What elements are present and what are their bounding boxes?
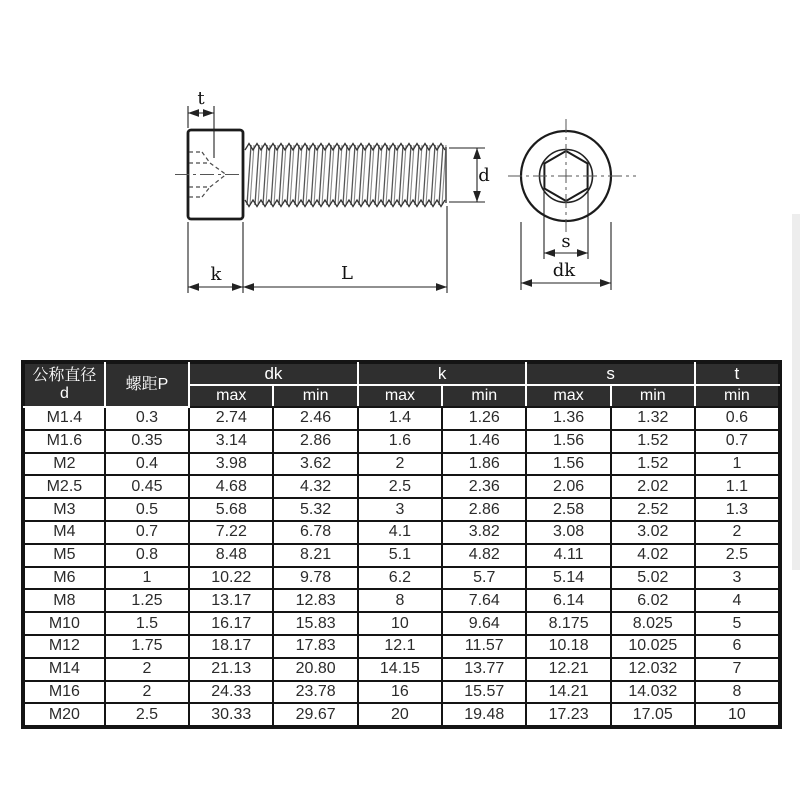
value-cell: 1.26 [442,407,526,430]
header-nominal-diameter [24,363,105,407]
header-group-k: k [358,363,527,385]
thread-shaft [245,144,446,207]
value-cell: 3.98 [189,453,273,476]
header-pitch: 螺距P [105,363,189,407]
value-cell: 1.6 [358,430,442,453]
header-group-s: s [526,363,694,385]
value-cell: 6.78 [273,521,357,544]
value-cell: 12.032 [611,658,695,681]
value-cell: 2 [105,681,189,704]
value-cell: 14.15 [358,658,442,681]
value-cell: 3.62 [273,453,357,476]
value-cell: 10 [695,703,779,726]
value-cell: 9.64 [442,612,526,635]
value-cell: 4.1 [358,521,442,544]
table-row [24,703,779,726]
value-cell: 10.18 [526,635,610,658]
size-cell: M5 [24,544,105,567]
size-cell: M14 [24,658,105,681]
value-cell: 1 [695,453,779,476]
value-cell: 15.83 [273,612,357,635]
value-cell: 23.78 [273,681,357,704]
value-cell: 8 [358,589,442,612]
value-cell: 1.75 [105,635,189,658]
value-cell: 0.7 [105,521,189,544]
value-cell: 19.48 [442,703,526,726]
value-cell: 29.67 [273,703,357,726]
header-nominal-diameter-d: d [59,385,69,402]
dimension-spec-table [23,362,780,727]
value-cell: 4.11 [526,544,610,567]
end-view [508,119,636,290]
value-cell: 7.22 [189,521,273,544]
value-cell: 1.52 [611,430,695,453]
value-cell: 12.83 [273,589,357,612]
value-cell: 1.56 [526,453,610,476]
size-cell: M4 [24,521,105,544]
value-cell: 4.82 [442,544,526,567]
value-cell: 1.3 [695,498,779,521]
value-cell: 5.32 [273,498,357,521]
value-cell: 8.21 [273,544,357,567]
value-cell: 0.8 [105,544,189,567]
table-row [24,658,779,681]
size-cell: M1.4 [24,407,105,430]
size-cell: M6 [24,567,105,590]
value-cell: 5 [695,612,779,635]
value-cell: 1.86 [442,453,526,476]
table-row [24,544,779,567]
value-cell: 10.025 [611,635,695,658]
size-cell: M16 [24,681,105,704]
value-cell: 3.82 [442,521,526,544]
value-cell: 4.32 [273,475,357,498]
table-header [24,363,779,407]
value-cell: 3.14 [189,430,273,453]
value-cell: 2.86 [273,430,357,453]
value-cell: 3.08 [526,521,610,544]
value-cell: 2.5 [105,703,189,726]
value-cell: 8.48 [189,544,273,567]
value-cell: 0.5 [105,498,189,521]
value-cell: 17.23 [526,703,610,726]
label-s: s [561,231,571,252]
value-cell: 8 [695,681,779,704]
value-cell: 12.1 [358,635,442,658]
size-cell: M1.6 [24,430,105,453]
table-row [24,521,779,544]
label-dk: dk [552,260,576,281]
value-cell: 3 [695,567,779,590]
header-nominal-diameter-cn: 公称直径 [32,366,97,384]
value-cell: 1.4 [358,407,442,430]
table-body [24,407,779,726]
background-artifact-stripe [792,214,800,570]
value-cell: 1 [105,567,189,590]
header-group-t: t [695,363,779,385]
value-cell: 5.02 [611,567,695,590]
value-cell: 2 [105,658,189,681]
value-cell: 2.86 [442,498,526,521]
value-cell: 14.21 [526,681,610,704]
value-cell: 0.6 [695,407,779,430]
value-cell: 8.025 [611,612,695,635]
size-cell: M2 [24,453,105,476]
value-cell: 7.64 [442,589,526,612]
table-row [24,612,779,635]
value-cell: 1.32 [611,407,695,430]
value-cell: 5.1 [358,544,442,567]
label-k: k [210,264,222,285]
value-cell: 14.032 [611,681,695,704]
label-d: d [478,165,490,186]
value-cell: 8.175 [526,612,610,635]
value-cell: 1.25 [105,589,189,612]
table-row [24,475,779,498]
value-cell: 1.46 [442,430,526,453]
value-cell: 3.02 [611,521,695,544]
value-cell: 18.17 [189,635,273,658]
value-cell: 16 [358,681,442,704]
value-cell: 2.5 [695,544,779,567]
value-cell: 30.33 [189,703,273,726]
value-cell: 2.36 [442,475,526,498]
value-cell: 4.02 [611,544,695,567]
value-cell: 0.7 [695,430,779,453]
value-cell: 3 [358,498,442,521]
value-cell: 6.14 [526,589,610,612]
value-cell: 1.52 [611,453,695,476]
size-cell: M3 [24,498,105,521]
header-group-dk: dk [189,363,358,385]
value-cell: 16.17 [189,612,273,635]
value-cell: 4.68 [189,475,273,498]
subheader-dk-max: max [189,385,273,407]
value-cell: 7 [695,658,779,681]
label-L: L [341,263,353,284]
value-cell: 6.2 [358,567,442,590]
size-cell: M8 [24,589,105,612]
table-row [24,635,779,658]
subheader-k-max: max [358,385,442,407]
value-cell: 4 [695,589,779,612]
value-cell: 2 [358,453,442,476]
value-cell: 17.05 [611,703,695,726]
table-row [24,498,779,521]
value-cell: 2.52 [611,498,695,521]
value-cell: 1.36 [526,407,610,430]
value-cell: 5.68 [189,498,273,521]
size-cell: M12 [24,635,105,658]
table-row [24,407,779,430]
size-cell: M20 [24,703,105,726]
value-cell: 13.17 [189,589,273,612]
value-cell: 1.56 [526,430,610,453]
value-cell: 2.5 [358,475,442,498]
value-cell: 2.02 [611,475,695,498]
value-cell: 0.4 [105,453,189,476]
table-row [24,430,779,453]
value-cell: 1.1 [695,475,779,498]
value-cell: 6 [695,635,779,658]
value-cell: 12.21 [526,658,610,681]
side-view [175,88,490,293]
label-t: t [197,88,205,109]
value-cell: 10 [358,612,442,635]
subheader-k-min: min [442,385,526,407]
table-row [24,589,779,612]
value-cell: 0.35 [105,430,189,453]
value-cell: 20.80 [273,658,357,681]
value-cell: 2 [695,521,779,544]
table-row [24,681,779,704]
value-cell: 15.57 [442,681,526,704]
value-cell: 21.13 [189,658,273,681]
value-cell: 10.22 [189,567,273,590]
value-cell: 2.46 [273,407,357,430]
table-row [24,453,779,476]
technical-drawing [0,0,800,345]
table-row [24,567,779,590]
subheader-dk-min: min [273,385,357,407]
subheader-s-min: min [611,385,695,407]
value-cell: 11.57 [442,635,526,658]
value-cell: 2.06 [526,475,610,498]
value-cell: 2.58 [526,498,610,521]
subheader-s-max: max [526,385,610,407]
subheader-t-min: min [695,385,779,407]
value-cell: 13.77 [442,658,526,681]
value-cell: 5.14 [526,567,610,590]
value-cell: 0.3 [105,407,189,430]
value-cell: 5.7 [442,567,526,590]
value-cell: 24.33 [189,681,273,704]
value-cell: 20 [358,703,442,726]
size-cell: M2.5 [24,475,105,498]
value-cell: 9.78 [273,567,357,590]
value-cell: 6.02 [611,589,695,612]
value-cell: 1.5 [105,612,189,635]
value-cell: 0.45 [105,475,189,498]
value-cell: 17.83 [273,635,357,658]
spec-table-container [21,360,782,729]
size-cell: M10 [24,612,105,635]
value-cell: 2.74 [189,407,273,430]
